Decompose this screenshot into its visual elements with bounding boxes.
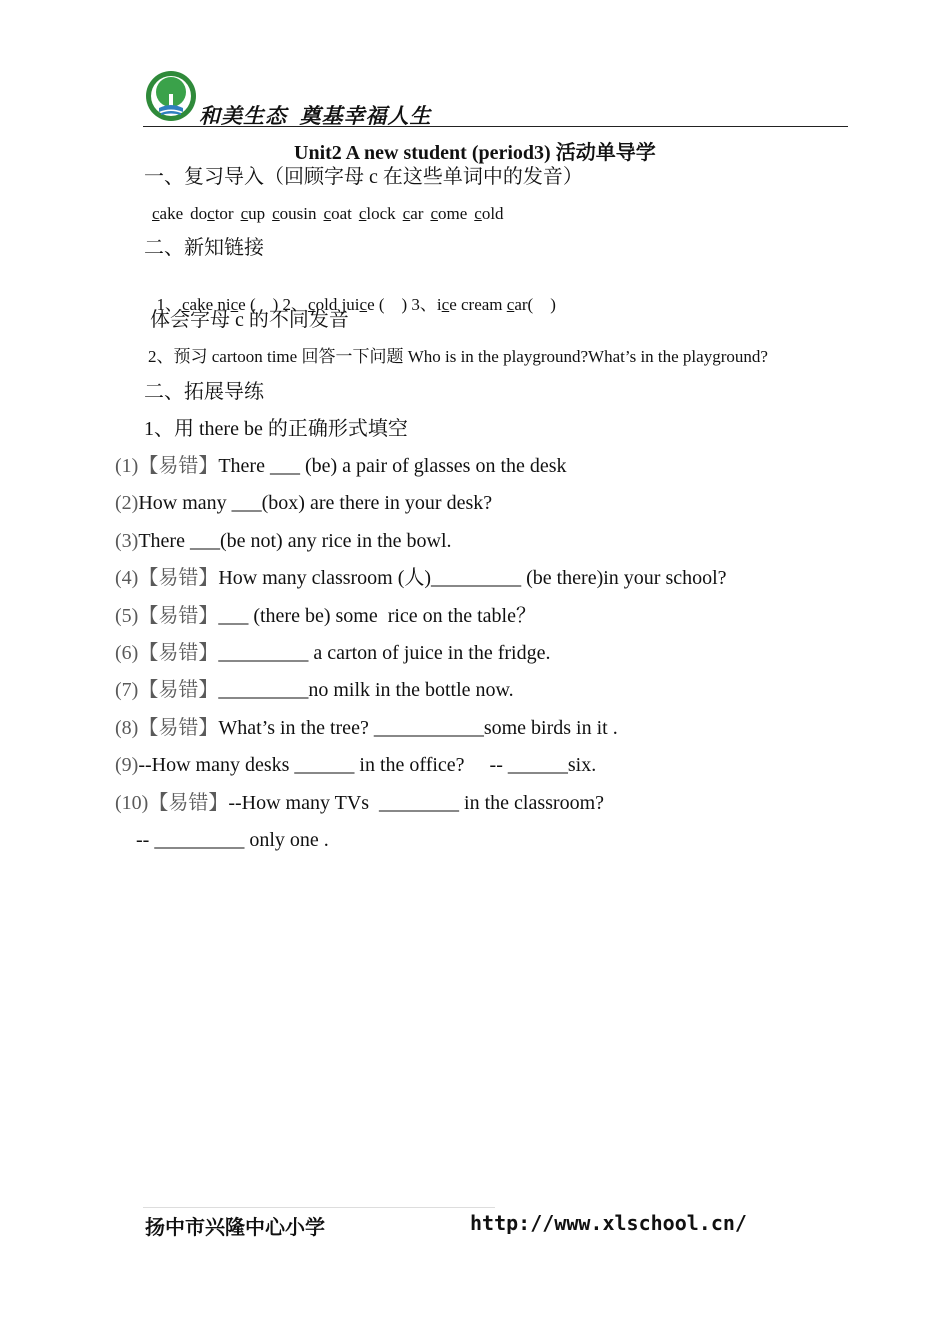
question-item <box>115 454 567 478</box>
question-item <box>115 604 536 628</box>
page-title: Unit2 A new student (period3) 活动单导学 <box>294 142 656 164</box>
underlined-letter: c <box>152 204 160 223</box>
question-item <box>115 678 514 702</box>
question-text: _________ a carton of juice in the fridge. <box>218 642 551 664</box>
word-fragment: e ( ) 2、 <box>238 295 309 315</box>
question-text: ___ (there be) some rice on the table？ <box>218 604 536 627</box>
question-text: _________no milk in the bottle now. <box>218 679 514 702</box>
underlined-letter: c <box>207 204 215 223</box>
question-text: --How many TVs ________ in the classroom? <box>228 791 605 814</box>
underlined-letter: c <box>240 204 249 223</box>
question-number: (3) <box>115 529 139 552</box>
section-practice-heading: 二、拓展导练 <box>144 381 264 403</box>
section-review-heading: 一、复习导入（回顾字母 c 在这些单词中的发音） <box>144 166 583 188</box>
question-number: (7) <box>115 679 139 702</box>
underlined-letter: c <box>506 295 515 315</box>
footer-school-name: 扬中市兴隆中心小学 <box>145 1215 325 1239</box>
word-suffix: oat <box>331 204 352 223</box>
underlined-letter: c <box>430 204 438 223</box>
underlined-letter: c <box>308 295 316 315</box>
word-suffix: ake <box>159 204 184 223</box>
question-item <box>115 716 618 740</box>
header-motto: 和美生态 奠基幸福人生 <box>199 104 432 128</box>
word-suffix: ome <box>437 204 468 223</box>
review-word-list <box>152 204 511 224</box>
question-text: There ___ (be) a pair of glasses on the desk <box>218 455 567 477</box>
question-number: (1) <box>115 455 139 477</box>
review-word <box>272 204 316 223</box>
review-word <box>241 204 266 223</box>
practice-instruction: 1、用 there be 的正确形式填空 <box>144 418 408 440</box>
underlined-letter: c <box>358 204 367 223</box>
word-fragment: ake ni <box>189 295 231 315</box>
review-word <box>324 204 352 223</box>
error-prone-tag: 【易错】 <box>138 642 219 664</box>
word-fragment: old jui <box>315 295 360 315</box>
question-item <box>115 529 452 553</box>
question-number: (6) <box>115 642 139 664</box>
question-number: (5) <box>115 604 139 627</box>
word-suffix: ousin <box>279 204 317 223</box>
word-suffix: ar <box>410 204 424 223</box>
question-number: (2) <box>115 492 139 515</box>
question-number: (9) <box>115 754 139 777</box>
underlined-letter: c <box>474 204 482 223</box>
word-suffix: tor <box>214 204 234 223</box>
question-text: --How many desks ______ in the office? -- ______six. <box>138 754 597 777</box>
underlined-letter: c <box>230 295 239 315</box>
underlined-letter: c <box>359 295 368 315</box>
review-word <box>403 204 424 223</box>
word-fragment: ar( ) <box>514 295 556 315</box>
question-item <box>115 641 550 665</box>
question-item <box>115 491 492 515</box>
question-item <box>115 791 604 815</box>
question-item <box>115 566 727 590</box>
school-logo-icon <box>145 70 197 122</box>
error-prone-tag: 【易错】 <box>138 455 219 477</box>
review-word <box>190 204 233 223</box>
review-word <box>474 204 503 223</box>
header-divider <box>143 126 848 127</box>
word-suffix: old <box>481 204 504 223</box>
word-prefix: do <box>190 204 208 223</box>
underlined-letter: c <box>272 204 280 223</box>
question-number: (10) <box>115 791 149 814</box>
error-prone-tag: 【易错】 <box>138 716 219 739</box>
question-number: (4) <box>115 567 139 590</box>
error-prone-tag: 【易错】 <box>148 791 229 814</box>
error-prone-tag: 【易错】 <box>138 679 219 702</box>
review-word <box>359 204 396 223</box>
error-prone-tag: 【易错】 <box>138 604 219 627</box>
question-text: How many ___(box) are there in your desk? <box>138 492 493 515</box>
pronunciation-note: 体会字母 c 的不同发音 <box>150 309 349 331</box>
error-prone-tag: 【易错】 <box>138 567 219 590</box>
underlined-letter: c <box>182 295 190 315</box>
question-10-answer: -- _________ only one . <box>136 829 329 851</box>
item-number: 1、 <box>156 295 182 315</box>
underlined-letter: c <box>402 204 411 223</box>
review-word <box>430 204 467 223</box>
word-fragment: e ( ) 3、i <box>367 295 442 315</box>
footer-divider <box>143 1207 495 1208</box>
preview-question: 2、预习 cartoon time 回答一下问题 Who is in the playground?What’s in the playground? <box>148 347 768 366</box>
section-new-knowledge-heading: 二、新知链接 <box>144 237 264 259</box>
footer-url[interactable]: http://www.xlschool.cn/ <box>470 1211 747 1235</box>
question-text: There ___(be not) any rice in the bowl. <box>138 529 452 552</box>
question-text: How many classroom (人)_________ (be there)in your school? <box>218 567 727 590</box>
question-number: (8) <box>115 716 139 739</box>
question-text: What’s in the tree? ___________some birds in it . <box>218 716 618 739</box>
review-word <box>152 204 183 223</box>
underlined-letter: c <box>441 295 450 315</box>
question-item <box>115 753 596 777</box>
word-suffix: lock <box>366 204 396 223</box>
word-suffix: up <box>248 204 266 223</box>
word-fragment: e cream <box>449 295 507 315</box>
underlined-letter: c <box>323 204 332 223</box>
